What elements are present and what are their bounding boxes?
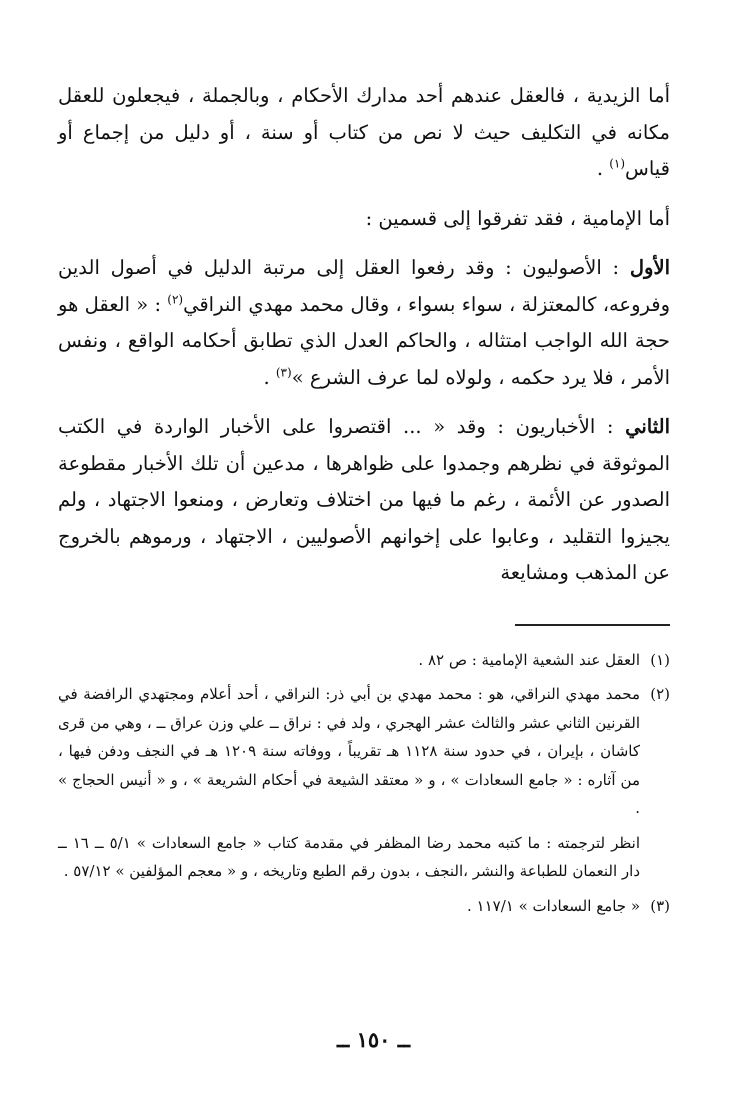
footnote-3 xyxy=(58,892,670,921)
section-term-first: الأول xyxy=(629,256,670,279)
paragraph-tail: . xyxy=(596,157,610,180)
footnote-text: العقل عند الشعية الإمامية : ص ٨٢ . xyxy=(418,650,640,669)
footnote-ref[interactable]: (٣) xyxy=(275,365,292,379)
paragraph-text: أما الإمامية ، فقد تفرقوا إلى قسمين : xyxy=(365,206,670,230)
footnote-text: « جامع السعادات » ١١٧/١ . xyxy=(466,896,640,915)
paragraph-usuliyyun xyxy=(58,250,670,396)
paragraph-tail: . xyxy=(263,365,276,389)
paragraph-quote: : « العقل هو حجة الله الواجب امتثاله ، والحاكم العدل الذي تطابق أحكامه الواقع ، ونفس الأمر ، فلا يرد حكمه ، ولولاه لما عرف الشرع » xyxy=(58,292,670,389)
footnote-text: انظر لترجمته : ما كتبه محمد رضا المظفر في مقدمة كتاب « جامع السعادات » ٥/١ ــ ١٦ ــ دار النعمان للطباعة والنشر ،النجف ، بدون رقم الطبع وتاريخه ، و « معجم المؤلفين » ٥٧/١٢ . xyxy=(58,833,640,880)
footnotes xyxy=(58,646,670,921)
section-term-second: الثاني xyxy=(625,415,670,438)
paragraph-text: أما الزيدية ، فالعقل عندهم أحد مدارك الأحكام ، وبالجملة ، فيجعلون للعقل مكانه في التكليف حيث لا نص من كتاب أو سنة ، أو دليل من إجماع أو قياس xyxy=(58,84,670,180)
footnote-number: (٢) xyxy=(650,685,670,703)
footnote-number: (٣) xyxy=(650,896,670,915)
footnote-ref[interactable]: (١) xyxy=(609,156,626,171)
footnote-number: (١) xyxy=(650,650,670,669)
paragraph-text: : الأخباريون : وقد « ... اقتصروا على الأخبار الواردة في الكتب الموثوقة في نظرهم وجمدوا على ظواهرها ، مدعين أن تلك الأخبار مقطوعة الصدور عن الأئمة ، رغم ما فيها من اختلاف وتعارض ، ومنعوا الاجتهاد ، ولم يجيزوا التقليد ، وعابوا على إخوانهم الأصوليين ، الاجتهاد ، ورموهم بالخروج عن المذهب ومشايعة xyxy=(58,415,670,584)
footnote-divider xyxy=(515,624,670,626)
footnote-2 xyxy=(58,680,670,823)
page-number: ــ ١٥٠ ــ xyxy=(336,1027,411,1052)
footnote-2-source xyxy=(58,829,670,886)
paragraph-zaydiyya xyxy=(58,78,670,188)
footnote-1 xyxy=(58,646,670,675)
footnote-ref[interactable]: (٢) xyxy=(167,292,184,306)
page-body xyxy=(58,78,670,926)
paragraph-imamiyya xyxy=(58,201,670,238)
footnote-text: محمد مهدي النراقي، هو : محمد مهدي بن أبي ذر: النراقي ، أحد أعلام ومجتهدي الرافضة في القرنين الثاني عشر والثالث عشر الهجري ، ولد في : نراق ــ علي وزن عراق ــ ، وهي من قرى كاشان ، بإيران ، في حدود سنة ١١٢٨ هـ تقريباً ، ووفاته سنة ١٢٠٩ هـ في النجف ودفن فيها ، من آثاره : « جامع السعادات » ، و « معتقد الشيعة في أحكام الشريعة » ، و « أنيس الحجاج » . xyxy=(58,685,640,817)
paragraph-akhbariyyun xyxy=(58,409,670,592)
paragraph-text: : الأصوليون : وقد رفعوا العقل إلى مرتبة الدليل في أصول الدين وفروعه، كالمعتزلة ، سواء بسواء ، وقال محمد مهدي النراقي xyxy=(58,256,670,316)
